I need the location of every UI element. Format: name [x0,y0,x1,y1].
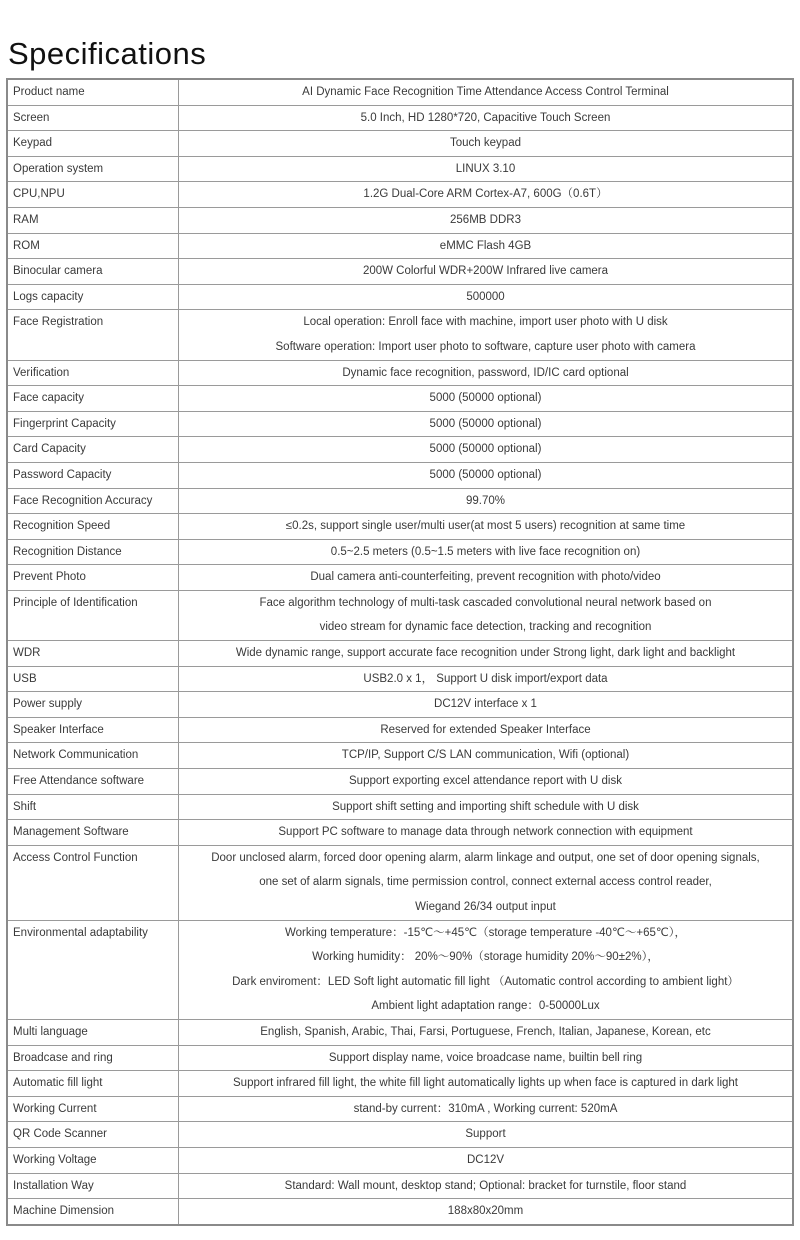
table-row [8,1121,792,1147]
spec-label [8,514,179,539]
spec-label-text: Prevent Photo [13,571,86,584]
spec-label [8,1071,179,1096]
spec-value [179,1199,792,1224]
spec-value-line: video stream for dynamic face detection, tracking and recognition [319,621,652,634]
spec-value [179,310,792,359]
spec-value-line: Working temperature：-15℃～+45℃（storage temperature -40℃～+65℃）， [284,926,687,939]
spec-value-line: 5000 (50000 optional) [429,392,542,405]
spec-value-line: 188x80x20mm [447,1205,524,1218]
spec-value-line: Door unclosed alarm, forced door opening alarm, alarm linkage and output, one set of door opening signals, [211,851,760,864]
spec-label [8,540,179,565]
spec-label-text: ROM [13,239,40,252]
spec-label [8,463,179,488]
spec-label-text: Password Capacity [13,468,112,481]
spec-value-line: DC12V interface x 1 [434,698,537,711]
spec-value [179,795,792,820]
spec-value-line: 500000 [466,290,505,303]
spec-value-line: 1.2G Dual-Core ARM Cortex-A7, 600G（0.6T） [363,188,608,201]
table-row [8,360,792,386]
spec-value-line: Working humidity： 20%～90%（storage humidity 20%～90±2%）， [312,951,659,964]
spec-label-text: Face Registration [13,316,104,329]
spec-value [179,1020,792,1045]
spec-table [6,78,794,1226]
table-row [8,436,792,462]
spec-value [179,641,792,666]
spec-value-line: DC12V [466,1153,505,1166]
table-row [8,1070,792,1096]
spec-label-text: Card Capacity [13,443,86,456]
table-row [8,207,792,233]
table-row [8,233,792,259]
table-row [8,1045,792,1071]
spec-label-text: Principle of Identification [13,596,138,609]
spec-value-line: 0.5~2.5 meters (0.5~1.5 meters with live face recognition on) [330,545,641,558]
spec-label [8,131,179,156]
table-row [8,666,792,692]
table-row [8,130,792,156]
spec-value-line: 5000 (50000 optional) [429,443,542,456]
spec-value [179,285,792,310]
spec-value [179,80,792,105]
spec-label-text: RAM [13,213,39,226]
table-row [8,794,792,820]
spec-value [179,463,792,488]
spec-label-text: Multi language [13,1025,88,1038]
table-row [8,309,792,359]
spec-label-text: QR Code Scanner [13,1128,107,1141]
table-row [8,513,792,539]
spec-label-text: Shift [13,800,37,813]
spec-label-text: USB [13,672,37,685]
spec-value [179,106,792,131]
spec-value-line: stand-by current：310mA , Working current: 520mA [353,1102,618,1115]
spec-value-line: 5000 (50000 optional) [429,417,542,430]
spec-label [8,106,179,131]
spec-label-text: Machine Dimension [13,1205,114,1218]
spec-label-text: Free Attendance software [13,775,145,788]
spec-label-text: Binocular camera [13,265,103,278]
spec-label-text: Working Current [13,1102,97,1115]
table-row [8,181,792,207]
spec-label [8,591,179,640]
spec-label-text: Verification [13,366,70,379]
spec-label-text: Access Control Function [13,851,138,864]
spec-value-line: Touch keypad [450,137,521,150]
spec-label [8,412,179,437]
spec-value [179,361,792,386]
spec-value [179,386,792,411]
spec-value [179,1046,792,1071]
spec-label [8,718,179,743]
table-row [8,156,792,182]
spec-value [179,157,792,182]
spec-label [8,234,179,259]
spec-value [179,667,792,692]
spec-value [179,1071,792,1096]
table-row [8,640,792,666]
spec-value [179,591,792,640]
spec-label-text: Recognition Distance [13,545,122,558]
table-row [8,590,792,640]
spec-value [179,743,792,768]
spec-label-text: WDR [13,647,41,660]
spec-label [8,1199,179,1224]
spec-label [8,795,179,820]
spec-label [8,182,179,207]
spec-value-line: Face algorithm technology of multi-task cascaded convolutional neural network based on [259,596,712,609]
spec-value [179,208,792,233]
spec-value-line: 256MB DDR3 [450,213,521,226]
spec-label [8,361,179,386]
spec-value [179,182,792,207]
table-row [8,920,792,1019]
spec-value [179,921,792,1019]
spec-label [8,769,179,794]
spec-label [8,692,179,717]
spec-label-text: Logs capacity [13,290,84,303]
spec-value [179,540,792,565]
table-row [8,1147,792,1173]
spec-value-line: Dual camera anti-counterfeiting, prevent recognition with photo/video [310,571,661,584]
spec-value-line: LINUX 3.10 [455,162,516,175]
spec-value [179,1122,792,1147]
spec-value [179,718,792,743]
spec-value [179,846,792,920]
spec-label [8,80,179,105]
spec-label-text: Keypad [13,137,53,150]
spec-value [179,1148,792,1173]
spec-value [179,769,792,794]
spec-value [179,565,792,590]
spec-value [179,131,792,156]
spec-value [179,234,792,259]
spec-value-line: 5.0 Inch, HD 1280*720, Capacitive Touch Screen [360,111,611,124]
spec-label-text: Speaker Interface [13,723,104,736]
table-row [8,845,792,920]
spec-value-line: Standard: Wall mount, desktop stand; Optional: bracket for turnstile, floor stand [284,1179,687,1192]
spec-label [8,489,179,514]
spec-value-line: eMMC Flash 4GB [439,239,532,252]
table-row [8,105,792,131]
spec-label [8,667,179,692]
spec-label-text: Working Voltage [13,1153,97,1166]
spec-value-line: Support infrared fill light, the white fill light automatically lights up when face is captured in dark light [233,1077,738,1090]
table-row [8,258,792,284]
spec-label [8,820,179,845]
spec-value [179,489,792,514]
spec-value [179,692,792,717]
spec-label [8,1046,179,1071]
spec-value [179,259,792,284]
spec-label-text: Environmental adaptability [13,926,148,939]
spec-value-line: 99.70% [465,494,505,507]
spec-label-text: Fingerprint Capacity [13,417,116,430]
spec-label-text: Face capacity [13,392,84,405]
table-row [8,564,792,590]
spec-value-line: Support PC software to manage data through network connection with equipment [278,826,693,839]
table-row [8,1096,792,1122]
spec-label [8,1097,179,1122]
table-row [8,385,792,411]
spec-label-text: Broadcase and ring [13,1051,113,1064]
table-row [8,1198,792,1224]
spec-value-line: Wide dynamic range, support accurate face recognition under Strong light, dark light and backlight [235,647,736,660]
table-row [8,488,792,514]
spec-value-line: USB2.0 x 1， Support U disk import/export data [363,672,608,685]
spec-value-line: Support display name, voice broadcase name, builtin bell ring [328,1051,643,1064]
spec-label-text: Automatic fill light [13,1077,103,1090]
spec-value-line: AI Dynamic Face Recognition Time Attendance Access Control Terminal [302,86,669,98]
spec-label-text: Screen [13,111,50,124]
table-row [8,1173,792,1199]
spec-value-line: Wiegand 26/34 output input [415,901,556,913]
table-row [8,819,792,845]
spec-value [179,437,792,462]
table-row [8,1019,792,1045]
spec-label-text: Recognition Speed [13,520,111,533]
spec-label [8,208,179,233]
spec-value [179,1097,792,1122]
table-row [8,462,792,488]
spec-label [8,846,179,920]
spec-value-line: Reserved for extended Speaker Interface [380,723,591,736]
spec-label [8,310,179,359]
spec-label [8,437,179,462]
spec-label [8,386,179,411]
spec-value-line: Local operation: Enroll face with machine, import user photo with U disk [303,316,668,329]
spec-label-text: Product name [13,86,85,98]
spec-label [8,1122,179,1147]
spec-label [8,1020,179,1045]
spec-label-text: CPU,NPU [13,188,65,201]
table-row [8,80,792,105]
spec-value-line: Ambient light adaptation range：0-50000Lux [371,1000,600,1013]
spec-label-text: Power supply [13,698,83,711]
spec-value-line: one set of alarm signals, time permission control, connect external access control reader, [259,876,712,889]
spec-label [8,157,179,182]
spec-value [179,1174,792,1199]
spec-label-text: Installation Way [13,1179,94,1192]
spec-value-line: ≤0.2s, support single user/multi user(at most 5 users) recognition at same time [285,520,686,533]
page-title: Specifications [8,36,207,71]
table-row [8,717,792,743]
spec-value-line: TCP/IP, Support C/S LAN communication, Wifi (optional) [341,749,630,762]
spec-value [179,514,792,539]
spec-value-line: 200W Colorful WDR+200W Infrared live camera [362,265,609,278]
spec-label-text: Operation system [13,162,104,175]
spec-label [8,259,179,284]
spec-value-line: Support exporting excel attendance report with U disk [349,775,622,788]
spec-value [179,412,792,437]
spec-label [8,285,179,310]
spec-label [8,565,179,590]
spec-label [8,743,179,768]
spec-value-line: Software operation: Import user photo to software, capture user photo with camera [275,340,696,353]
table-row [8,411,792,437]
spec-label-text: Management Software [13,826,129,839]
spec-label [8,1174,179,1199]
spec-value-line: Support [465,1128,506,1141]
spec-value-line: 5000 (50000 optional) [429,468,542,481]
spec-value-line: Dark enviroment：LED Soft light automatic fill light （Automatic control according to ambient light） [232,975,739,988]
table-row [8,768,792,794]
spec-value-line: Dynamic face recognition, password, ID/IC card optional [342,366,629,379]
table-row [8,691,792,717]
spec-label [8,641,179,666]
spec-value-line: English, Spanish, Arabic, Thai, Farsi, Portuguese, French, Italian, Japanese, Korean, etc [260,1025,711,1038]
spec-label [8,921,179,1019]
table-row [8,284,792,310]
spec-label [8,1148,179,1173]
spec-label-text: Face Recognition Accuracy [13,494,153,507]
spec-value-line: Support shift setting and importing shift schedule with U disk [332,800,639,813]
table-row [8,742,792,768]
spec-value [179,820,792,845]
spec-label-text: Network Communication [13,749,139,762]
table-row [8,539,792,565]
